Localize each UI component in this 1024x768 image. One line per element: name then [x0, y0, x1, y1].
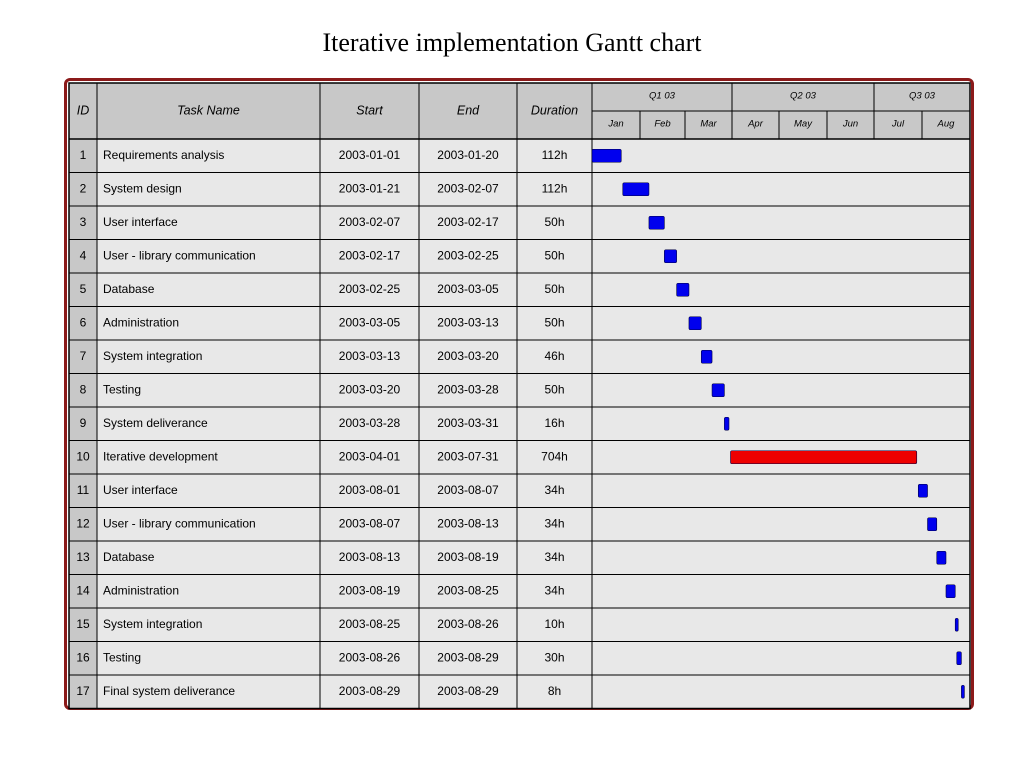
task-bar — [677, 283, 689, 296]
cell-end: 2003-08-07 — [437, 482, 499, 497]
cell-end: 2003-01-20 — [437, 147, 499, 162]
cell-id: 15 — [76, 616, 90, 631]
cell-end: 2003-08-13 — [437, 516, 499, 531]
cell-id: 8 — [79, 382, 87, 397]
cell-start: 2003-02-25 — [338, 281, 401, 296]
cell-id: 14 — [76, 583, 90, 598]
header-start: Start — [356, 103, 383, 118]
cell-start: 2003-08-01 — [338, 482, 401, 497]
row-background — [69, 374, 970, 408]
row-background — [69, 340, 970, 374]
cell-start: 2003-08-26 — [338, 650, 401, 665]
row-background — [69, 474, 970, 508]
cell-end: 2003-07-31 — [437, 449, 499, 464]
row-background — [69, 608, 970, 642]
cell-id: 17 — [76, 683, 90, 698]
cell-duration: 34h — [544, 549, 565, 564]
cell-id: 16 — [76, 650, 90, 665]
cell-start: 2003-01-21 — [338, 181, 401, 196]
quarter-label: Q3 03 — [909, 90, 935, 102]
cell-start: 2003-03-28 — [338, 415, 401, 430]
cell-id: 5 — [79, 281, 87, 296]
cell-id: 6 — [79, 315, 87, 330]
month-label: Jan — [608, 118, 624, 130]
task-bar — [918, 484, 927, 497]
task-bar — [712, 384, 724, 397]
cell-task-name: Requirements analysis — [103, 147, 225, 162]
row-background — [69, 575, 970, 609]
cell-task-name: User - library communication — [103, 516, 256, 531]
cell-end: 2003-02-25 — [437, 248, 499, 263]
cell-id: 7 — [79, 348, 87, 363]
task-bar — [664, 250, 676, 263]
month-label: Mar — [700, 118, 717, 130]
task-bar — [623, 183, 649, 196]
cell-start: 2003-08-07 — [338, 516, 401, 531]
cell-start: 2003-02-17 — [338, 248, 401, 263]
month-label: Jul — [891, 118, 905, 130]
cell-end: 2003-03-28 — [437, 382, 499, 397]
cell-id: 11 — [76, 482, 90, 497]
cell-task-name: Administration — [103, 315, 180, 330]
task-bar — [928, 518, 937, 531]
cell-id: 13 — [76, 549, 90, 564]
cell-duration: 50h — [544, 382, 565, 397]
cell-task-name: System deliverance — [103, 415, 208, 430]
cell-duration: 50h — [544, 315, 565, 330]
cell-end: 2003-03-13 — [437, 315, 499, 330]
cell-end: 2003-08-29 — [437, 683, 499, 698]
cell-duration: 50h — [544, 248, 565, 263]
cell-id: 9 — [79, 415, 87, 430]
cell-duration: 50h — [544, 281, 565, 296]
cell-duration: 16h — [544, 415, 565, 430]
month-label: Feb — [654, 118, 671, 130]
cell-task-name: User interface — [103, 482, 178, 497]
cell-id: 4 — [79, 248, 87, 263]
cell-duration: 30h — [544, 650, 565, 665]
cell-task-name: Database — [103, 281, 155, 296]
task-bar — [961, 685, 964, 698]
cell-duration: 10h — [544, 616, 565, 631]
cell-task-name: Administration — [103, 583, 180, 598]
row-background — [69, 206, 970, 240]
task-bar — [957, 652, 962, 665]
quarter-label: Q1 03 — [649, 90, 675, 102]
cell-duration: 8h — [547, 683, 562, 698]
cell-task-name: System integration — [103, 348, 203, 363]
cell-task-name: System integration — [103, 616, 203, 631]
cell-task-name: System design — [103, 181, 182, 196]
cell-task-name: Testing — [103, 382, 142, 397]
header-task-name: Task Name — [177, 103, 240, 118]
cell-end: 2003-08-26 — [437, 616, 499, 631]
quarter-label: Q2 03 — [790, 90, 816, 102]
chart-title: Iterative implementation Gantt chart — [322, 28, 702, 57]
header-duration: Duration — [530, 103, 579, 118]
task-bar — [946, 585, 955, 598]
month-label: Jun — [842, 118, 859, 130]
cell-duration: 46h — [544, 348, 565, 363]
cell-duration: 704h — [541, 449, 568, 464]
cell-duration: 34h — [544, 583, 565, 598]
month-label: Apr — [748, 118, 763, 130]
task-bar — [724, 417, 729, 430]
cell-duration: 34h — [544, 516, 565, 531]
task-bar — [731, 451, 917, 464]
cell-task-name: Testing — [103, 650, 142, 665]
cell-duration: 112h — [541, 181, 568, 196]
cell-end: 2003-08-29 — [437, 650, 499, 665]
task-bar — [592, 149, 621, 162]
cell-end: 2003-03-05 — [437, 281, 499, 296]
cell-start: 2003-08-13 — [338, 549, 401, 564]
cell-start: 2003-03-13 — [338, 348, 401, 363]
cell-duration: 50h — [544, 214, 565, 229]
task-bar — [689, 317, 701, 330]
cell-start: 2003-02-07 — [338, 214, 401, 229]
cell-start: 2003-01-01 — [338, 147, 401, 162]
row-background — [69, 273, 970, 307]
cell-start: 2003-04-01 — [338, 449, 401, 464]
cell-task-name: Iterative development — [103, 449, 218, 464]
month-label: Aug — [937, 118, 955, 130]
cell-end: 2003-03-31 — [437, 415, 499, 430]
cell-start: 2003-08-25 — [338, 616, 401, 631]
cell-task-name: Final system deliverance — [103, 683, 236, 698]
cell-end: 2003-02-17 — [437, 214, 499, 229]
cell-start: 2003-03-20 — [338, 382, 401, 397]
task-bar — [937, 551, 946, 564]
task-bar — [955, 618, 958, 631]
cell-task-name: User - library communication — [103, 248, 256, 263]
cell-id: 1 — [79, 147, 87, 162]
cell-task-name: Database — [103, 549, 155, 564]
cell-start: 2003-08-19 — [338, 583, 401, 598]
row-background — [69, 642, 970, 676]
cell-start: 2003-08-29 — [338, 683, 401, 698]
header-id: ID — [76, 103, 90, 118]
task-bar — [701, 350, 712, 363]
row-background — [69, 307, 970, 341]
row-background — [69, 541, 970, 575]
cell-end: 2003-02-07 — [437, 181, 499, 196]
cell-duration: 112h — [541, 147, 568, 162]
cell-start: 2003-03-05 — [338, 315, 401, 330]
cell-id: 12 — [76, 516, 90, 531]
cell-end: 2003-08-19 — [437, 549, 499, 564]
task-bar — [649, 216, 664, 229]
row-background — [69, 173, 970, 207]
cell-id: 10 — [76, 449, 90, 464]
cell-id: 2 — [79, 181, 87, 196]
cell-end: 2003-08-25 — [437, 583, 499, 598]
cell-id: 3 — [79, 214, 87, 229]
cell-task-name: User interface — [103, 214, 178, 229]
month-label: May — [794, 118, 812, 130]
cell-end: 2003-03-20 — [437, 348, 499, 363]
cell-duration: 34h — [544, 482, 565, 497]
header-end: End — [456, 103, 480, 118]
